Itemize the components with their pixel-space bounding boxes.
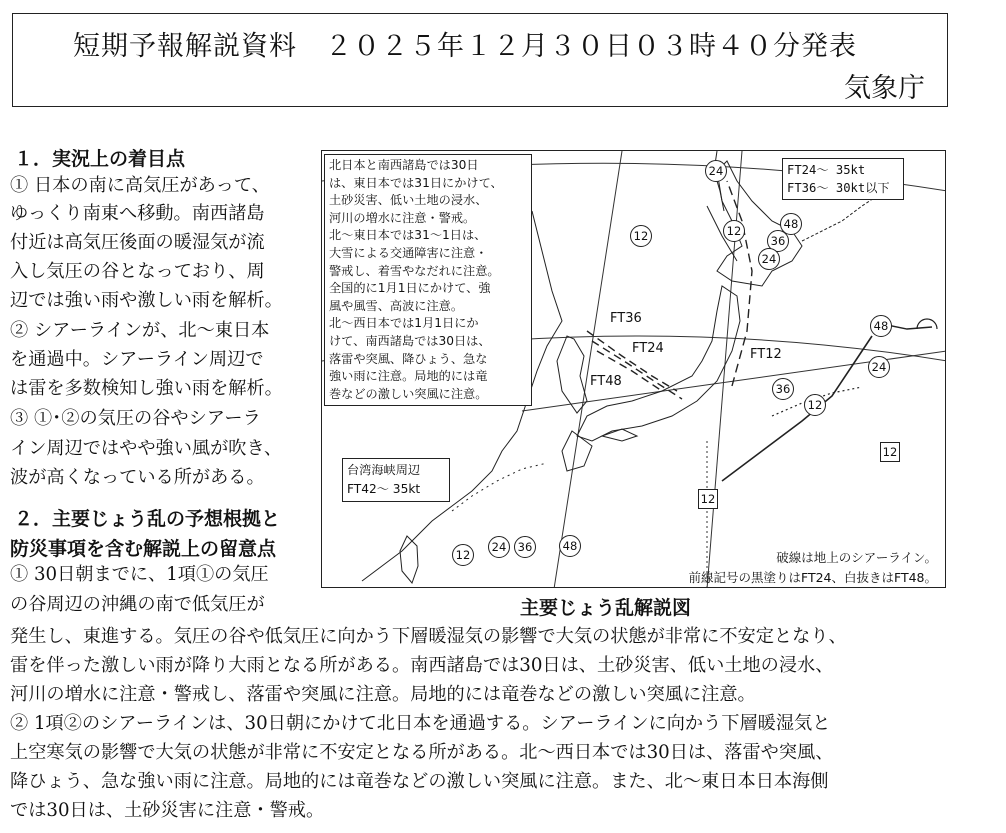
low-marker: 12: [723, 220, 745, 242]
warning-line: 全国的に1月1日にかけて、強: [329, 281, 491, 296]
section2-heading-line2: 防災事項を含む解説上の留意点: [10, 538, 277, 560]
figure-caption: 主要じょう乱解説図: [520, 597, 692, 619]
section2-line: 河川の増水に注意・警戒し、落雷や突風に注意。局地的には竜巻などの激しい突風に注意。: [10, 684, 756, 705]
low-marker: 24: [868, 356, 890, 378]
header-agency: 気象庁: [844, 73, 925, 104]
section1-line: は雷を多数検知し強い雨を解析。: [10, 378, 283, 399]
warning-line: 北～西日本では1月1日にか: [329, 316, 479, 331]
warning-line: は、東日本では31日にかけて、: [329, 175, 503, 190]
low-marker: 36: [514, 536, 536, 558]
section1-line: ① 日本の南に高気圧があって、: [10, 175, 270, 196]
warning-line: 河川の増水に注意・警戒。: [329, 210, 476, 225]
section1-line: ③ ①･②の気圧の谷やシアーラ: [10, 408, 261, 429]
section1-heading: １．実況上の着目点: [14, 148, 186, 170]
section2-line: 降ひょう、急な強い雨に注意。局地的には竜巻などの激しい突風に注意。また、北～東日本日本海側: [10, 771, 829, 792]
taiwan-line: FT42～ 35kt: [347, 482, 421, 496]
section2-heading-line1: ２．主要じょう乱の予想根拠と: [14, 508, 281, 530]
warning-line: けて、南西諸島では30日は、: [329, 333, 491, 348]
section1-line: 入し気圧の谷となっており、周: [10, 261, 265, 282]
low-marker: 48: [780, 213, 802, 235]
warning-line: 強い雨に注意。局地的には竜: [329, 369, 488, 384]
header-box: [12, 13, 948, 107]
section2-narrow-line: ① 30日朝までに、1項①の気圧: [10, 564, 269, 585]
taiwan-line: 台湾海峡周辺: [347, 463, 421, 477]
section1-line: ゆっくり南東へ移動。南西諸島: [10, 203, 265, 224]
warning-line: 風や風雪、高波に注意。: [329, 298, 464, 313]
section2-line: 発生し、東進する。気圧の谷や低気圧に向かう下層暖湿気の影響で大気の状態が非常に不安定となり、: [10, 626, 847, 647]
warning-line: 土砂災害、低い土地の浸水、: [329, 193, 488, 208]
warning-callout: [324, 154, 532, 406]
warning-line: 北日本と南西諸島では30日: [329, 158, 479, 172]
section2-line: 上空寒気の影響で大気の状態が非常に不安定となる所がある。北～西日本では30日は、落雷や突風、: [10, 742, 834, 763]
weather-map: [321, 150, 946, 588]
high-marker: 12: [698, 489, 718, 509]
section1-line: ② シアーラインが、北～東日本: [10, 320, 270, 341]
low-marker: 24: [488, 536, 510, 558]
ft-label: FT48: [590, 374, 622, 389]
front-line: [722, 336, 872, 481]
low-marker: 12: [630, 225, 652, 247]
section1-line: 付近は高気圧後面の暖湿気が流: [10, 232, 265, 253]
low-marker: 12: [804, 394, 826, 416]
ft-label: FT36: [610, 311, 642, 326]
high-marker: 12: [880, 442, 900, 462]
section2-line: ② 1項②のシアーラインは、30日朝にかけて北日本を通過する。シアーラインに向かう下層暖湿気と: [10, 713, 831, 734]
low-marker: 36: [767, 230, 789, 252]
warning-line: 巻などの激しい突風に注意。: [329, 386, 488, 401]
warning-line: 北～東日本では31～1日は、: [329, 228, 487, 243]
ft-label: FT12: [750, 347, 782, 362]
section2-line: 雷を伴った激しい雨が降り大雨となる所がある。南西諸島では30日は、土砂災害、低い土地の浸水、: [10, 655, 834, 676]
section2-line: では30日は、土砂災害に注意・警戒。: [10, 800, 325, 821]
longitude-line: [554, 151, 622, 588]
header-title: 短期予報解説資料 ２０２５年１２月３０日０３時４０分発表: [73, 31, 857, 62]
low-marker: 36: [772, 378, 794, 400]
map-note-shear: 破線は地上のシアーライン。: [776, 550, 937, 565]
section1-line: を通過中。シアーライン周辺で: [10, 349, 264, 370]
section1-line: イン周辺ではやや強い風が吹き、: [10, 438, 283, 459]
map-note-front: 前線記号の黒塗りはFT24、白抜きはFT48。: [688, 570, 937, 585]
warning-line: 落雷や突風、降ひょう、急な: [329, 351, 488, 366]
low-marker: 12: [452, 544, 474, 566]
low-marker: 48: [870, 315, 892, 337]
low-marker: 24: [758, 248, 780, 270]
low-marker: 48: [559, 535, 581, 557]
wind-callout: [782, 158, 904, 200]
wind-line: FT36～ 30kt以下: [787, 181, 890, 195]
ft-label: FT24: [632, 341, 664, 356]
section1-line: 辺では強い雨や激しい雨を解析。: [10, 290, 283, 311]
section1-line: 波が高くなっている所がある。: [10, 467, 265, 488]
low-marker: 24: [705, 160, 727, 182]
warning-line: 大雪による交通障害に注意・: [329, 245, 488, 260]
warning-line: 警戒し、着雪やなだれに注意。: [329, 263, 500, 278]
wind-line: FT24～ 35kt: [787, 163, 866, 177]
section2-narrow-line: の谷周辺の沖縄の南で低気圧が: [10, 594, 265, 615]
taiwan-callout: [342, 458, 450, 502]
